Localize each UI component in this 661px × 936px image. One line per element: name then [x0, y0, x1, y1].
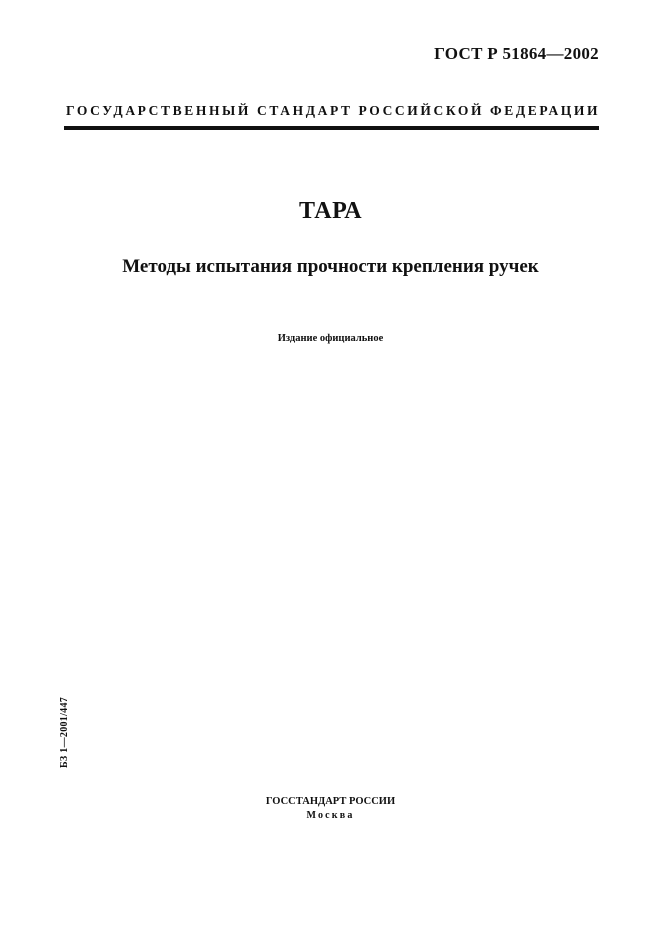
side-code: БЗ 1—2001/447 — [59, 696, 70, 768]
document-title: ТАРА — [298, 198, 363, 224]
state-standard-heading: ГОСУДАРСТВЕННЫЙ СТАНДАРТ РОССИЙСКОЙ ФЕДЕРАЦИИ — [66, 103, 601, 118]
edition-note: Издание официальное — [277, 333, 384, 344]
publisher: ГОССТАНДАРТ РОССИИ — [265, 796, 396, 807]
city: Москва — [306, 810, 355, 821]
horizontal-rule — [64, 126, 599, 130]
document-subtitle: Методы испытания прочности крепления ручек — [122, 256, 539, 277]
gost-number: ГОСТ Р 51864—2002 — [434, 44, 599, 63]
